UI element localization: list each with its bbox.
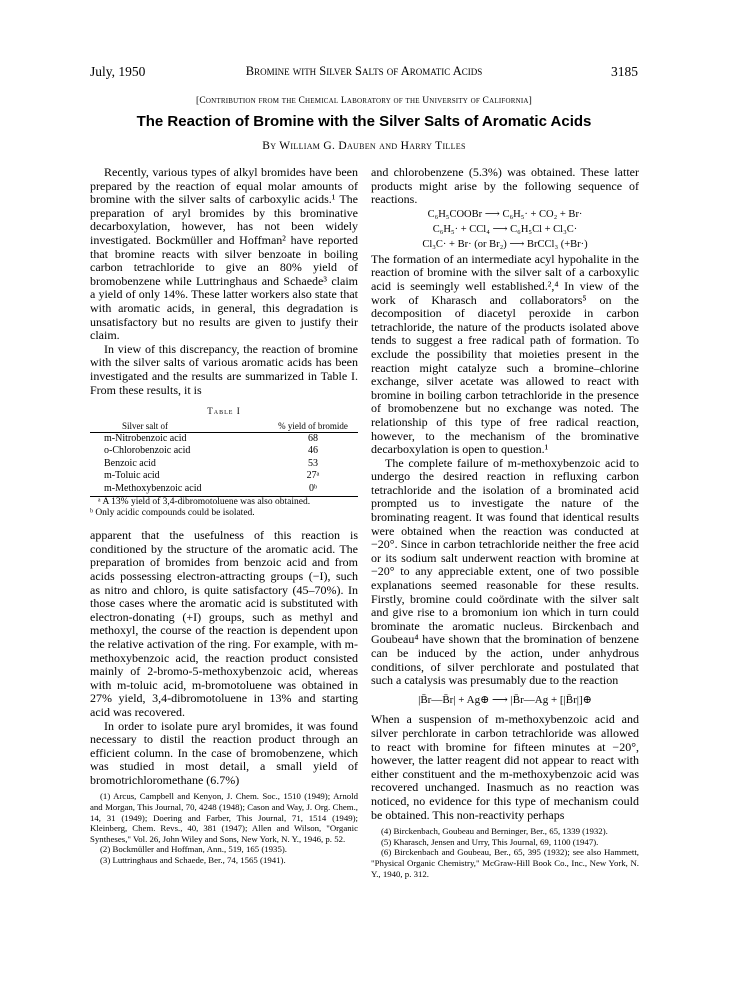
issue-date: July, 1950 <box>90 64 146 79</box>
footnote: (4) Birckenbach, Goubeau and Berninger, Ber., 65, 1339 (1932). <box>381 826 608 837</box>
footnote: (6) Birckenbach and Goubeau, Ber., 65, 395 (1932); see also Hammett, "Physical Organic Chemistry," McGraw-Hill Book Co., Inc., New York, N. Y., 1940, p. 312. <box>371 847 639 879</box>
footnote: (1) Arcus, Campbell and Kenyon, J. Chem. Soc., 1510 (1949); Arnold and Morgan, This Journal, 70, 4248 (1948); Cason and Way, J. Org. Chem., 14, 31 (1949); Doering and Farber, This Journal, 71, 1514 (1949); Kleinberg, Chem. Revs., 40, 381 (1947); Allen and Wilson, "Organic Syntheses," Vol. 26, John Wiley and Sons, New York, N. Y., 1946, p. 52. <box>90 791 358 844</box>
paragraph: Recently, various types of alkyl bromides have been prepared by the reaction of equal molar amounts of bromine with the silver salts of carboxylic acids.¹ The preparation of aryl bromides by this brominative decarboxylation, however, has not been widely investigated. Bockmüller and Hoffman² have reported that bromine reacts with silver benzoate in boiling carbon tetrachloride to give an 80% yield of bromobenzene while Luttringhaus and Schaede³ claim a yield of only 14%. These latter workers also state that with aromatic acids, in general, this degradation is unsatisfactory but no results are given to justify their claim. <box>90 165 358 343</box>
equation: Cl₃C· + Br· (or Br₂) ⟶ BrCCl₃ (+Br·) <box>422 238 588 250</box>
footnote: (5) Kharasch, Jensen and Urry, This Journal, 69, 1100 (1947). <box>381 836 599 847</box>
article-title: The Reaction of Bromine with the Silver Salts of Aromatic Acids <box>136 113 592 130</box>
table-row: m-Toluic acid 27ᵃ <box>104 470 320 482</box>
right-column <box>371 166 639 879</box>
table-row: m-Methoxybenzoic acid 0ᵇ <box>90 483 358 497</box>
results-table <box>90 421 358 498</box>
table-row: o-Chlorobenzoic acid 46 <box>104 445 318 457</box>
table-note: ᵃ A 13% yield of 3,4-dibromotoluene was also obtained. <box>98 497 311 508</box>
equation: C₆H₅COOBr ⟶ C₆H₅· + CO₂ + Br· <box>427 208 583 220</box>
footnotes <box>90 791 358 865</box>
paragraph: apparent that the usefulness of this reaction is conditioned by the structure of the aromatic acid. The preparation of bromides from benzoic acid and from acids possessing electron-attracting groups (−I), such as nitro and chloro, is quite satisfactory (45–70%). In those cases where the aromatic acid is substituted with electron-donating (+I) groups, such as methyl and methoxyl, the course of the reaction is dependent upon the relative activation of the ring. For example, with m-methoxybenzoic acid, the reaction product consisted mainly of 2-bromo-5-methoxybenzoic acid, whereas with m-toluic acid, m-bromotoluene was obtained in 27% yield, 3,4-dibromotoluene in 13% and starting acid was recovered. <box>90 528 358 719</box>
table-note: ᵇ Only acidic compounds could be isolated. <box>90 508 255 519</box>
table-row: Benzoic acid 53 <box>104 457 318 469</box>
contribution-line: [Contribution from the Chemical Laboratory of the University of California] <box>196 96 532 106</box>
table-row: m-Nitrobenzoic acid 68 <box>104 432 318 444</box>
equation: C₆H₅· + CCl₄ ⟶ C₆H₅Cl + Cl₃C· <box>432 223 578 235</box>
paragraph: and chlorobenzene (5.3%) was obtained. These latter products might arise by the following sequence of reactions. <box>371 165 639 207</box>
column-header: % yield of bromide <box>268 421 358 433</box>
running-header <box>90 64 638 84</box>
column-header: Silver salt of <box>90 421 268 433</box>
paragraph: In order to isolate pure aryl bromides, it was found necessary to distil the reaction product through an efficient column. In the case of bromobenzene, which was studied in most detail, a small yield of bromotrichloromethane (6.7%) <box>90 718 358 787</box>
running-title: Bromine with Silver Salts of Aromatic Acids <box>245 64 483 78</box>
footnotes <box>371 826 639 879</box>
equation: |B̄r—B̄r| + Ag⊕ ⟶ |B̄r—Ag + [|B̄r|]⊕ <box>418 693 592 706</box>
author-line: By William G. Dauben and Harry Tilles <box>262 140 466 152</box>
page-number: 3185 <box>611 64 638 79</box>
paragraph: The formation of an intermediate acyl hypohalite in the reaction of bromine with the silver salt of a carboxylic acid is seemingly well established.²,⁴ In view of the work of Kharasch and collaborators⁵ on the decomposition of diacetyl peroxide in carbon tetrachloride, the nature of the products isolated above tends to suggest a free radical path of formation. To exclude the possibility that moieties present in the reaction might catalyze such a bromine–chlorine exchange, silver acetate was allowed to react with bromine in boiling carbon tetrachloride in the presence of bromobenzene but no exchange was noted. The relationship of this type of free radical reaction, however, to the mechanism of the brominative decarboxylation is open to question.¹ <box>371 251 639 457</box>
left-column <box>90 166 358 866</box>
footnote: (2) Bockmüller and Hoffman, Ann., 519, 165 (1935). <box>100 844 287 855</box>
table-caption: Table I <box>207 406 241 417</box>
footnote: (3) Luttringhaus and Schaede, Ber., 74, 1565 (1941). <box>100 855 286 866</box>
paragraph: When a suspension of m-methoxybenzoic acid and silver perchlorate in carbon tetrachloride was allowed to react with bromine for fifteen minutes at −20°, however, the latter reagent did not appear to react with either constituent and the m-methoxybenzoic acid was recovered unchanged. Inasmuch as no reaction was noticed, no evidence for this type of mechanism could be obtained. This non-reactivity perhaps <box>371 712 639 822</box>
paragraph: The complete failure of m-methoxybenzoic acid to undergo the desired reaction in refluxing carbon tetrachloride and the isolation of a brominated acid prompted us to investigate the nature of the brominating reagent. It was found that identical results were obtained when the reaction was conducted at −20°. Since in carbon tetrachloride neither the free acid or its sodium salt underwent reaction with bromine at −20° to any appreciable extent, one of two possible explanations seemed reasonable for these results. Firstly, bromine could coördinate with the silver salt and give rise to a bromonium ion which in turn could brominate the aromatic nucleus. Birckenbach and Goubeau⁴ have shown that the bromination of benzene can be induced by the action, under anhydrous conditions, of silver perchlorate and postulated that such a catalysis was presumably due to the reaction <box>371 455 639 688</box>
paragraph: In view of this discrepancy, the reaction of bromine with the silver salts of various aromatic acids has been investigated and the results are summarized in Table I. From these results, it is <box>90 341 358 397</box>
